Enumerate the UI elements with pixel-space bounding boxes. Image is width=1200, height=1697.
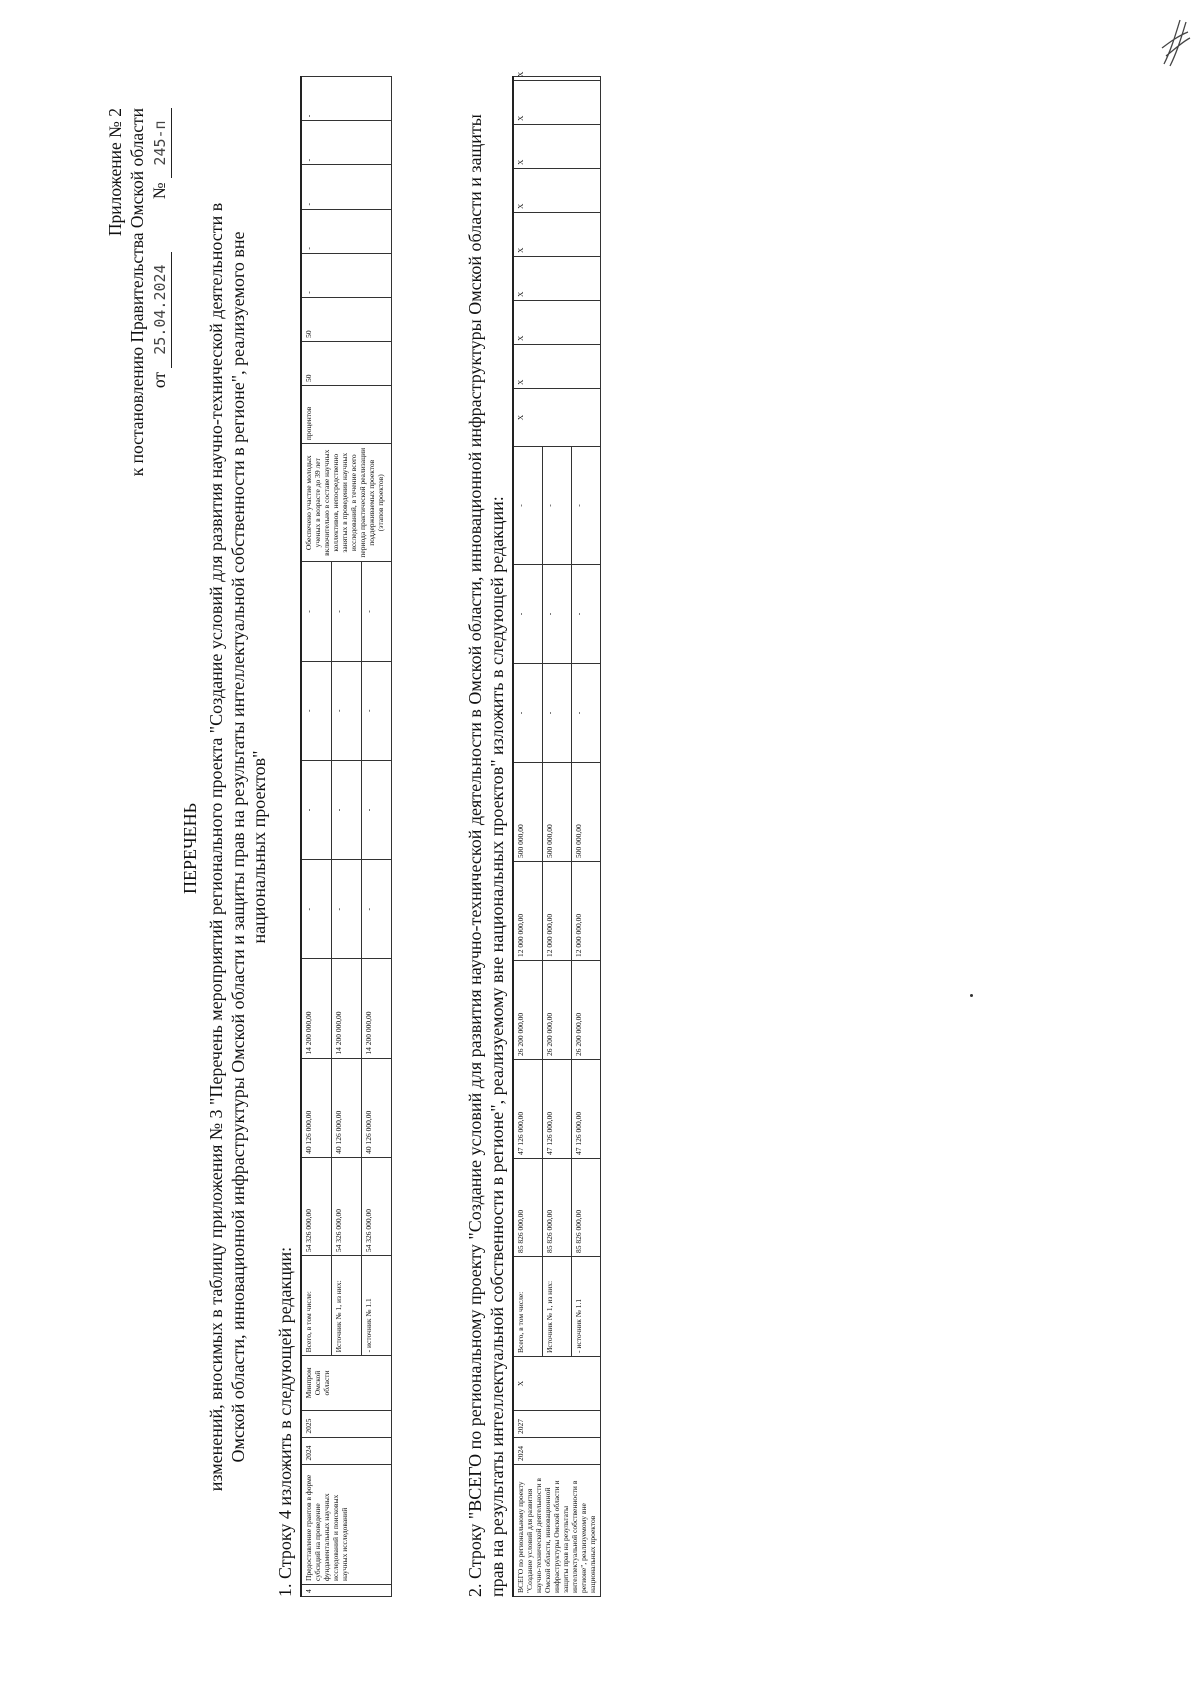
date-number-line (148, 108, 172, 476)
resolution-label: к постановлению Правительства Омской области (127, 108, 147, 477)
resolution-date: 25.04.2024 (149, 252, 172, 368)
result-description: X (513, 389, 600, 447)
amount-2027: - (301, 760, 331, 859)
number-prefix: № (149, 182, 169, 200)
target-value-1: X (513, 301, 600, 345)
amount-2024: 47 126 000,00 (542, 1060, 571, 1159)
end-year: 2025 (301, 1410, 391, 1437)
total-row-name: ВСЕГО по региональному проекту "Создание условий для развития научно-технической деятельности в Омской области, инновационной инфраструктуры Омской области и защиты прав на результаты интеллектуальной собственности в регионе", реализуемому вне национальных проектов (513, 1465, 600, 1597)
amount-2028: - (542, 664, 571, 763)
amount-2026: 12 000 000,00 (571, 862, 600, 961)
amount-total: 85 826 000,00 (542, 1159, 571, 1257)
target-value-5: X (513, 125, 600, 169)
item2-table (512, 71, 601, 1597)
table-row (513, 77, 542, 1597)
amount-2027: 500 000,00 (542, 763, 571, 862)
row-number: 4 (301, 1584, 391, 1596)
start-year: 2024 (301, 1437, 391, 1464)
source-label: Всего, в том числе: (513, 1257, 542, 1357)
amount-2025: 26 200 000,00 (571, 961, 600, 1060)
amount-2029: - (331, 562, 361, 661)
amount-2026: - (301, 860, 331, 959)
amount-2030: - (571, 447, 600, 565)
target-value-1: 50 (301, 341, 391, 385)
amount-total: 85 826 000,00 (571, 1159, 600, 1257)
executor: Минпром Омской области (301, 1356, 391, 1410)
amount-2025: 14 200 000,00 (361, 959, 391, 1058)
table-row (301, 77, 331, 1597)
target-value-7: - (301, 77, 391, 121)
amount-2028: - (331, 661, 361, 760)
executor: X (513, 1357, 600, 1411)
amount-2027: 500 000,00 (513, 763, 542, 862)
source-label: - источник № 1.1 (571, 1257, 600, 1357)
amount-2030: - (513, 447, 542, 565)
target-value-3: X (513, 213, 600, 257)
amount-2030: - (542, 447, 571, 565)
amount-2024: 47 126 000,00 (513, 1060, 542, 1159)
amount-total: 54 326 000,00 (361, 1157, 391, 1255)
amount-2029: - (542, 565, 571, 664)
amount-2026: - (331, 860, 361, 959)
page-subtitle: изменений, вносимых в таблицу приложения № 3 "Перечень мероприятий регионального проекта "Создание условий для развития научно-технической деятельности в Омской области, инновационной инфраструктуры Омской области и защиты прав на результаты интеллектуальной собственности в регионе", реализуемого вне национальных проектов" (206, 202, 269, 1492)
result-description: Обеспечено участие молодых ученых в возрасте до 39 лет включительно в составе научных коллективов, непосредственно занятых в проведении научных исследований, в течение всего периода практической реализации поддерживаемых проектов (этапов проектов) (301, 444, 391, 562)
amount-total: 54 326 000,00 (301, 1157, 331, 1255)
amount-2025: 26 200 000,00 (513, 961, 542, 1060)
amount-2024: 40 126 000,00 (331, 1058, 361, 1157)
amount-2027: 500 000,00 (571, 763, 600, 862)
source-label: - источник № 1.1 (361, 1256, 391, 1356)
amount-2027: - (361, 760, 391, 859)
target-value-6: X (513, 81, 600, 125)
target-value-4: X (513, 169, 600, 213)
item1-table (300, 76, 392, 1597)
target-value-2: 50 (301, 297, 391, 341)
amount-2028: - (513, 664, 542, 763)
amount-total: 54 326 000,00 (331, 1157, 361, 1255)
target-value-3: - (301, 253, 391, 297)
amount-2024: 47 126 000,00 (571, 1060, 600, 1159)
start-year: 2024 (513, 1438, 600, 1465)
amount-2025: 26 200 000,00 (542, 961, 571, 1060)
amount-2024: 40 126 000,00 (361, 1058, 391, 1157)
amount-2025: 14 200 000,00 (301, 959, 331, 1058)
item2-heading: 2. Строку "ВСЕГО по региональному проекту "Создание условий для развития научно-технической деятельности в Омской области, инновационной инфраструктуры Омской области и защиты прав на результаты интеллектуальной собственности в регионе", реализуемому вне национальных проектов" изложить в следующей редакции: (465, 114, 507, 1597)
target-value-6: - (301, 121, 391, 165)
amount-2029: - (513, 565, 542, 664)
amount-2028: - (571, 664, 600, 763)
date-prefix: от (149, 371, 169, 389)
source-label: Источник № 1, из них: (542, 1257, 571, 1357)
amount-2029: - (361, 562, 391, 661)
amount-2028: - (301, 661, 331, 760)
item1-heading: 1. Строку 4 изложить в следующей редакции: (275, 1246, 295, 1597)
amount-2027: - (331, 760, 361, 859)
resolution-number: 245-п (149, 108, 172, 178)
amount-2025: 14 200 000,00 (331, 959, 361, 1058)
appendix-label: Приложение № 2 (105, 108, 125, 237)
amount-2026: - (361, 860, 391, 959)
end-year: 2027 (513, 1411, 600, 1438)
amount-2026: 12 000 000,00 (542, 862, 571, 961)
measure-unit: процентов (301, 385, 391, 443)
page-title: ПЕРЕЧЕНЬ (180, 802, 200, 895)
target-value-4: - (301, 209, 391, 253)
target-value-7: X (513, 77, 600, 81)
source-label: Всего, в том числе: (301, 1256, 331, 1356)
measure-unit: X (513, 345, 600, 389)
amount-2026: 12 000 000,00 (513, 862, 542, 961)
approval-stamp (104, 108, 172, 476)
amount-2024: 40 126 000,00 (301, 1058, 331, 1157)
source-label: Источник № 1, из них: (331, 1256, 361, 1356)
amount-2029: - (301, 562, 331, 661)
target-value-5: - (301, 165, 391, 209)
amount-total: 85 826 000,00 (513, 1159, 542, 1257)
amount-2028: - (361, 661, 391, 760)
amount-2029: - (571, 565, 600, 664)
activity-name: Предоставление грантов в форме субсидий на проведение фундаментальных научных исследований и поисковых научных исследований (301, 1464, 391, 1584)
target-value-2: X (513, 257, 600, 301)
